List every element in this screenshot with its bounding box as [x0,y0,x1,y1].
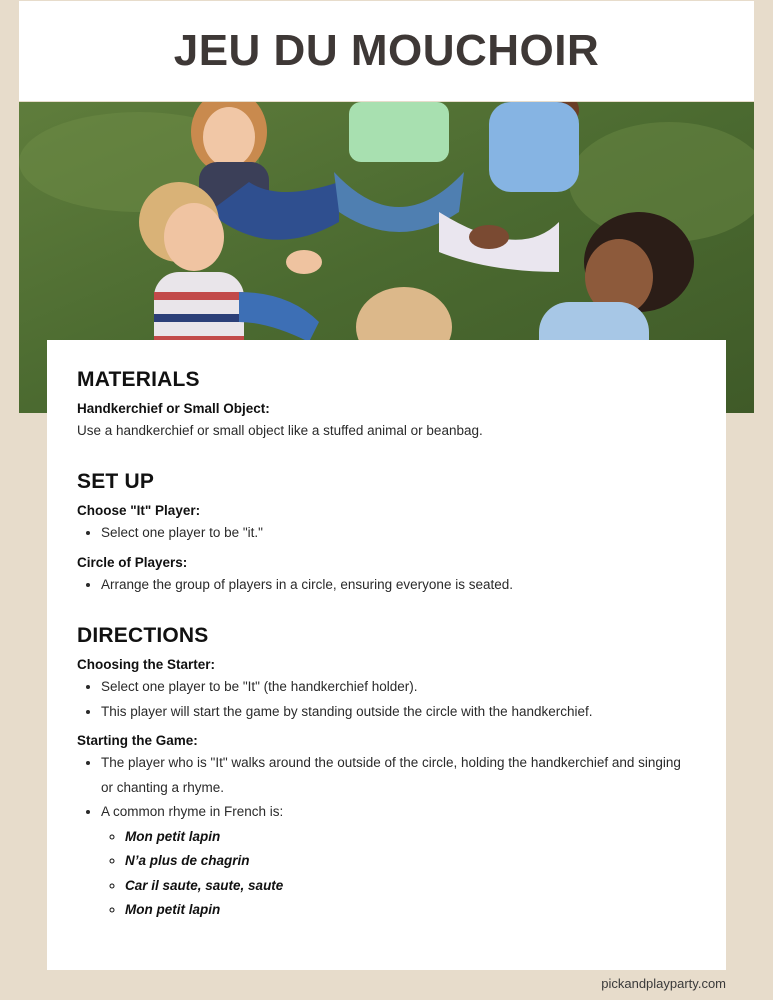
materials-heading: MATERIALS [77,368,200,391]
list-item: • This player will start the game by standing outside the circle with the handkerchief. [101,700,696,725]
setup-section [77,470,696,597]
page-title: JEU DU MOUCHOIR [173,26,600,75]
directions-list [77,751,696,923]
rhyme-list [101,825,696,923]
materials-item-label: Handkerchief or Small Object: [77,401,270,416]
directions-heading: DIRECTIONS [77,624,209,647]
materials-item-text: Use a handkerchief or small object like a stuffed animal or beanbag. [77,423,483,438]
setup-group-label: Circle of Players: [77,554,188,570]
directions-group-label: Choosing the Starter: [77,657,216,672]
rhyme-line: ◦ Mon petit lapin [125,898,696,923]
rhyme-line: ◦ Mon petit lapin [125,825,696,850]
content-card [47,340,726,970]
setup-group-label: Choose "It" Player: [77,503,201,518]
setup-list [77,573,696,598]
title-band [19,1,754,101]
setup-list [77,521,696,546]
setup-heading: SET UP [77,470,155,493]
directions-list [77,675,696,724]
rhyme-line: ◦ Car il saute, saute, saute [125,874,696,899]
footer-website: pickandplayparty.com [601,976,726,991]
list-item [101,800,696,923]
list-item: • Arrange the group of players in a circle, ensuring everyone is seated. [101,573,696,598]
rhyme-line: ◦ N’a plus de chagrin [125,849,696,874]
materials-section [77,368,696,443]
list-item-text: A common rhyme in French is: [101,804,284,819]
list-item: • Select one player to be "It" (the handkerchief holder). [101,675,696,700]
directions-group-label: Starting the Game: [77,733,198,748]
list-item: • Select one player to be "it." [101,521,696,546]
list-item: • The player who is "It" walks around the outside of the circle, holding the handkerchief and singing or chanting a rhyme. [101,751,696,800]
directions-section [77,624,696,923]
